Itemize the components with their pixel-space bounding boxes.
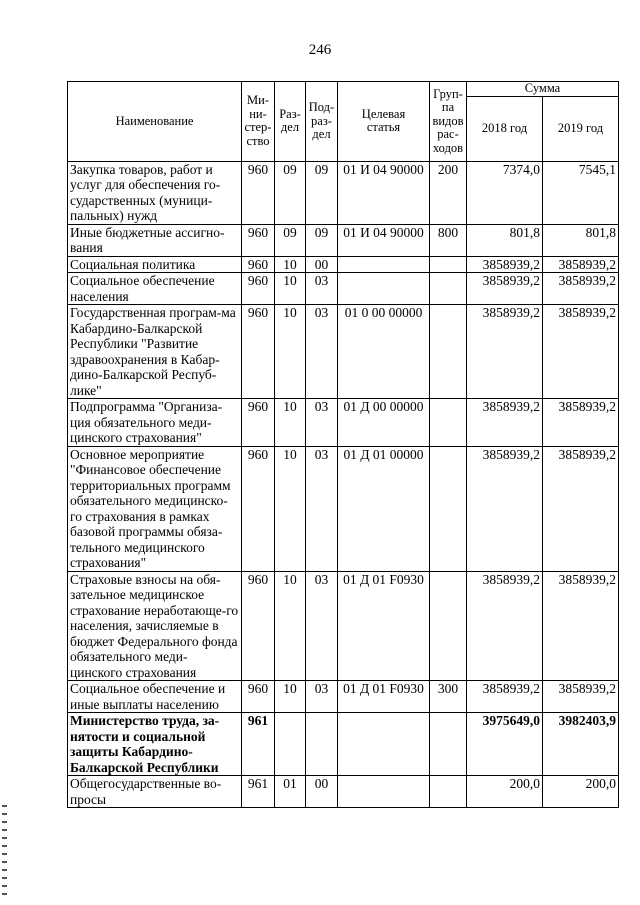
row-section: 10 xyxy=(275,273,306,305)
row-subsection: 00 xyxy=(306,776,338,808)
margin-marks xyxy=(2,805,8,905)
row-ministry: 960 xyxy=(242,681,275,713)
row-subsection: 03 xyxy=(306,446,338,571)
row-section xyxy=(275,713,306,776)
row-expense-group xyxy=(430,273,467,305)
header-name: Наименование xyxy=(68,82,242,162)
row-sum-2019: 7545,1 xyxy=(543,161,619,224)
row-target xyxy=(338,256,430,273)
header-target: Целевая статья xyxy=(338,82,430,162)
row-section: 10 xyxy=(275,446,306,571)
row-subsection xyxy=(306,713,338,776)
row-expense-group xyxy=(430,256,467,273)
table-row xyxy=(68,256,619,273)
row-ministry: 960 xyxy=(242,256,275,273)
header-expense-group: Груп- па видов рас- ходов xyxy=(430,82,467,162)
row-subsection: 00 xyxy=(306,256,338,273)
row-section: 10 xyxy=(275,571,306,681)
row-ministry: 960 xyxy=(242,161,275,224)
row-expense-group: 300 xyxy=(430,681,467,713)
row-name: Основное мероприятие "Финансовое обеспечение территориальных программ обязательного медицинско-го страхования в рамках базовой программы обяза-тельного медицинского страхования" xyxy=(68,446,242,571)
row-ministry: 960 xyxy=(242,446,275,571)
row-expense-group xyxy=(430,305,467,399)
row-name: Министерство труда, за-нятости и социальной защиты Кабардино-Балкарской Республики xyxy=(68,713,242,776)
row-subsection: 09 xyxy=(306,224,338,256)
row-target: 01 Д 01 F0930 xyxy=(338,681,430,713)
row-sum-2018: 801,8 xyxy=(467,224,543,256)
row-sum-2018: 3858939,2 xyxy=(467,571,543,681)
row-name: Социальное обеспечение и иные выплаты населению xyxy=(68,681,242,713)
table-row xyxy=(68,713,619,776)
row-sum-2019: 3858939,2 xyxy=(543,571,619,681)
row-sum-2018: 3858939,2 xyxy=(467,681,543,713)
budget-table xyxy=(67,81,619,808)
header-sum: Сумма xyxy=(467,82,619,97)
row-ministry: 960 xyxy=(242,273,275,305)
row-sum-2019: 3858939,2 xyxy=(543,446,619,571)
header-year-2018: 2018 год xyxy=(467,96,543,161)
row-target: 01 0 00 00000 xyxy=(338,305,430,399)
row-expense-group xyxy=(430,571,467,681)
row-sum-2019: 801,8 xyxy=(543,224,619,256)
row-sum-2019: 3982403,9 xyxy=(543,713,619,776)
row-sum-2018: 3858939,2 xyxy=(467,273,543,305)
row-section: 09 xyxy=(275,224,306,256)
row-sum-2019: 3858939,2 xyxy=(543,681,619,713)
table-row xyxy=(68,273,619,305)
table-row xyxy=(68,776,619,808)
table-row xyxy=(68,446,619,571)
row-sum-2018: 3858939,2 xyxy=(467,305,543,399)
row-sum-2018: 3858939,2 xyxy=(467,399,543,447)
header-year-2019: 2019 год xyxy=(543,96,619,161)
row-sum-2018: 200,0 xyxy=(467,776,543,808)
row-target: 01 И 04 90000 xyxy=(338,224,430,256)
row-name: Иные бюджетные ассигно-вания xyxy=(68,224,242,256)
table-row xyxy=(68,571,619,681)
row-sum-2018: 3858939,2 xyxy=(467,446,543,571)
row-expense-group xyxy=(430,446,467,571)
row-name: Общегосударственные во-просы xyxy=(68,776,242,808)
row-target: 01 И 04 90000 xyxy=(338,161,430,224)
page-number: 246 xyxy=(308,42,332,58)
row-subsection: 03 xyxy=(306,273,338,305)
row-sum-2019: 3858939,2 xyxy=(543,273,619,305)
row-name: Государственная програм-ма Кабардино-Балкарской Республики "Развитие здравоохранения в Кабар-дино-Балкарской Респуб-лике" xyxy=(68,305,242,399)
row-expense-group xyxy=(430,776,467,808)
row-ministry: 960 xyxy=(242,571,275,681)
row-sum-2018: 3858939,2 xyxy=(467,256,543,273)
row-target xyxy=(338,713,430,776)
row-sum-2018: 7374,0 xyxy=(467,161,543,224)
row-name: Социальная политика xyxy=(68,256,242,273)
table-row xyxy=(68,305,619,399)
row-ministry: 960 xyxy=(242,224,275,256)
row-section: 10 xyxy=(275,305,306,399)
row-name: Страховые взносы на обя-зательное медицинское страхование неработающе-го населения, зачисляемые в бюджет Федерального фонда обязательного меди-цинского страхования xyxy=(68,571,242,681)
row-name: Закупка товаров, работ и услуг для обеспечения го-сударственных (муници-пальных) нужд xyxy=(68,161,242,224)
row-section: 10 xyxy=(275,399,306,447)
row-expense-group: 800 xyxy=(430,224,467,256)
row-section: 09 xyxy=(275,161,306,224)
row-subsection: 03 xyxy=(306,571,338,681)
row-sum-2019: 3858939,2 xyxy=(543,256,619,273)
row-ministry: 960 xyxy=(242,305,275,399)
row-expense-group: 200 xyxy=(430,161,467,224)
row-sum-2019: 3858939,2 xyxy=(543,399,619,447)
row-subsection: 09 xyxy=(306,161,338,224)
table-row xyxy=(68,224,619,256)
row-ministry: 960 xyxy=(242,399,275,447)
row-section: 01 xyxy=(275,776,306,808)
header-ministry: Ми- ни- стер- ство xyxy=(242,82,275,162)
row-subsection: 03 xyxy=(306,305,338,399)
row-sum-2019: 200,0 xyxy=(543,776,619,808)
header-section: Раз- дел xyxy=(275,82,306,162)
row-target: 01 Д 01 00000 xyxy=(338,446,430,571)
row-subsection: 03 xyxy=(306,399,338,447)
row-section: 10 xyxy=(275,256,306,273)
table-row xyxy=(68,681,619,713)
row-expense-group xyxy=(430,713,467,776)
header-subsection: Под- раз- дел xyxy=(306,82,338,162)
row-name: Социальное обеспечение населения xyxy=(68,273,242,305)
row-target xyxy=(338,776,430,808)
row-name: Подпрограмма "Организа-ция обязательного меди-цинского страхования" xyxy=(68,399,242,447)
table-row xyxy=(68,161,619,224)
row-subsection: 03 xyxy=(306,681,338,713)
row-ministry: 961 xyxy=(242,713,275,776)
row-sum-2019: 3858939,2 xyxy=(543,305,619,399)
row-sum-2018: 3975649,0 xyxy=(467,713,543,776)
row-target: 01 Д 01 F0930 xyxy=(338,571,430,681)
row-ministry: 961 xyxy=(242,776,275,808)
row-section: 10 xyxy=(275,681,306,713)
row-target: 01 Д 00 00000 xyxy=(338,399,430,447)
table-row xyxy=(68,399,619,447)
row-target xyxy=(338,273,430,305)
row-expense-group xyxy=(430,399,467,447)
